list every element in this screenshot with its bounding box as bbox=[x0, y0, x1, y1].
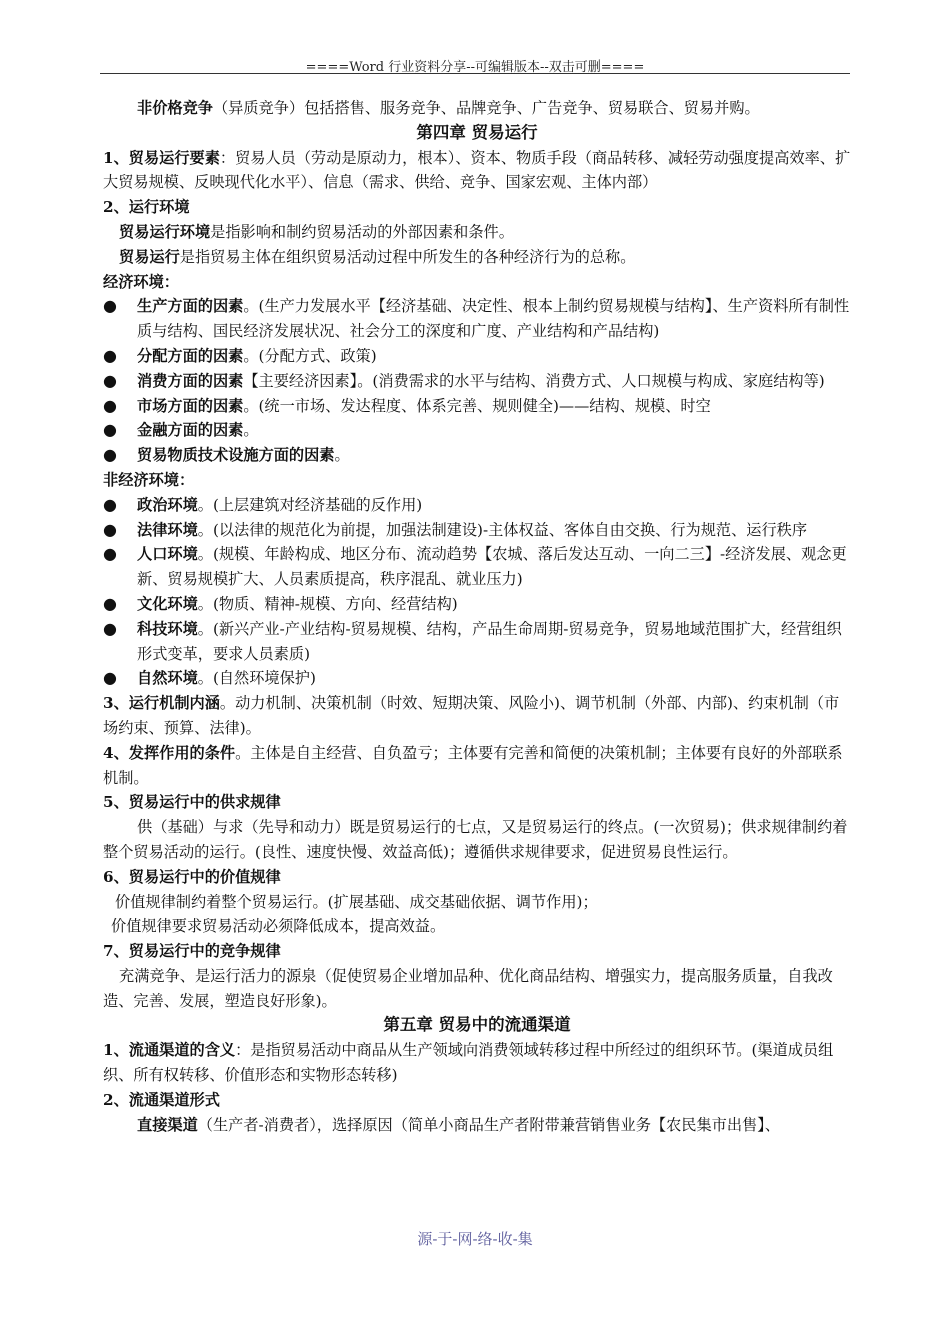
bullet-item: ● 政治环境。(上层建筑对经济基础的反作用) bbox=[103, 493, 851, 518]
bullet-item: ● 消费方面的因素【主要经济因素】。(消费需求的水平与结构、消费方式、人口规模与构成、家庭结构等) bbox=[103, 369, 851, 394]
bullet-item: ● 贸易物质技术设施方面的因素。 bbox=[103, 443, 851, 468]
document-body bbox=[103, 96, 851, 1137]
paragraph: 贸易运行环境是指影响和制约贸易活动的外部因素和条件。 bbox=[119, 222, 514, 241]
page-footer: 源-于-网-络-收-集 bbox=[417, 1230, 533, 1248]
paragraph: 价值规律要求贸易活动必须降低成本，提高效益。 bbox=[111, 917, 446, 936]
page-header: ====Word 行业资料分享--可编辑版本--双击可删==== bbox=[305, 60, 645, 75]
bullet-item: ● 科技环境。(新兴产业-产业结构-贸易规模、结构，产品生命周期-贸易竞争，贸易地域范围扩大，经营组织形式变革，要求人员素质) bbox=[103, 618, 842, 663]
bullet-icon: ● bbox=[103, 445, 117, 465]
subheading: 经济环境： bbox=[103, 272, 179, 291]
paragraph: 充满竞争、是运行活力的源泉（促使贸易企业增加品种、优化商品结构、增强实力，提高服务质量，自我改造、完善、发展，塑造良好形象)。 bbox=[103, 966, 833, 1010]
bullet-icon: ● bbox=[103, 345, 117, 365]
section-heading: 2、流通渠道形式 bbox=[103, 1090, 220, 1109]
section-heading: 7、贸易运行中的竞争规律 bbox=[103, 942, 281, 961]
bullet-icon: ● bbox=[103, 395, 117, 415]
bullet-icon: ● bbox=[103, 618, 117, 638]
bullet-icon: ● bbox=[103, 296, 117, 316]
paragraph: 非价格竞争（异质竞争）包括搭售、服务竞争、品牌竞争、广告竞争、贸易联合、贸易并购。 bbox=[137, 99, 760, 117]
section-1: 1、贸易运行要素：贸易人员（劳动是原动力，根本）、资本、物质手段（商品转移、减轻劳动强度提高效率、扩大贸易规模、反映现代化水平）、信息（需求、供给、竞争、国家宏观、主体内部） bbox=[103, 148, 851, 192]
bullet-icon: ● bbox=[103, 370, 117, 390]
section-4: 4、发挥作用的条件。主体是自主经营、自负盈亏；主体要有完善和简便的决策机制；主体要有良好的外部联系机制。 bbox=[103, 743, 843, 787]
paragraph: 供（基础）与求（先导和动力）既是贸易运行的七点，又是贸易运行的终点。(一次贸易)；供求规律制约着整个贸易活动的运行。(良性、速度快慢、效益高低)；遵循供求规律要求，促进贸易良性运行。 bbox=[103, 818, 848, 861]
chapter-heading: 第五章 贸易中的流通渠道 bbox=[383, 1015, 571, 1035]
bullet-item: ● 人口环境。(规模、年龄构成、地区分布、流动趋势【农城、落后发达互动、一向二三】-经济发展、观念更新、贸易规模扩大、人员素质提高，秩序混乱、就业压力) bbox=[103, 544, 847, 589]
section-heading: 2、运行环境 bbox=[103, 198, 190, 217]
bullet-item: ● 文化环境。(物质、精神-规模、方向、经营结构) bbox=[103, 592, 851, 617]
bullet-item: ● 分配方面的因素。(分配方式、政策) bbox=[103, 344, 851, 369]
bullet-item: ● 金融方面的因素。 bbox=[103, 418, 851, 443]
bullet-icon: ● bbox=[103, 420, 117, 440]
bullet-item: ● 生产方面的因素。(生产力发展水平【经济基础、决定性、根本上制约贸易规模与结构】、生产资料所有制性质与结构、国民经济发展状况、社会分工的深度和广度、产业结构和产品结构) bbox=[103, 296, 850, 341]
paragraph: 价值规律制约着整个贸易运行。(扩展基础、成交基础依据、调节作用)； bbox=[115, 892, 598, 911]
paragraph: 贸易运行是指贸易主体在组织贸易活动过程中所发生的各种经济行为的总称。 bbox=[119, 247, 636, 266]
section-heading: 5、贸易运行中的供求规律 bbox=[103, 793, 281, 812]
section-heading: 6、贸易运行中的价值规律 bbox=[103, 867, 281, 886]
bullet-item: ● 法律环境。(以法律的规范化为前提，加强法制建设)-主体权益、客体自由交换、行为规范、运行秩序 bbox=[103, 518, 851, 543]
bullet-icon: ● bbox=[103, 494, 117, 514]
section-1: 1、流通渠道的含义：是指贸易活动中商品从生产领域向消费领域转移过程中所经过的组织环节。(渠道成员组织、所有权转移、价值形态和实物形态转移) bbox=[103, 1041, 834, 1085]
subheading: 非经济环境： bbox=[103, 470, 195, 489]
bullet-icon: ● bbox=[103, 544, 117, 564]
paragraph: 直接渠道（生产者-消费者），选择原因（简单小商品生产者附带兼营销售业务【农民集市出售】、 bbox=[137, 1115, 780, 1134]
bullet-item: ● 自然环境。(自然环境保护) bbox=[103, 666, 851, 691]
bullet-item: ● 市场方面的因素。(统一市场、发达程度、体系完善、规则健全)——结构、规模、时空 bbox=[103, 394, 851, 419]
chapter-heading: 第四章 贸易运行 bbox=[416, 122, 538, 142]
bullet-icon: ● bbox=[103, 593, 117, 613]
header-divider bbox=[100, 73, 850, 74]
bullet-icon: ● bbox=[103, 519, 117, 539]
section-3: 3、运行机制内涵。动力机制、决策机制（时效、短期决策、风险小)、调节机制（外部、内部)、约束机制（市场约束、预算、法律)。 bbox=[103, 694, 840, 737]
bullet-icon: ● bbox=[103, 668, 117, 688]
